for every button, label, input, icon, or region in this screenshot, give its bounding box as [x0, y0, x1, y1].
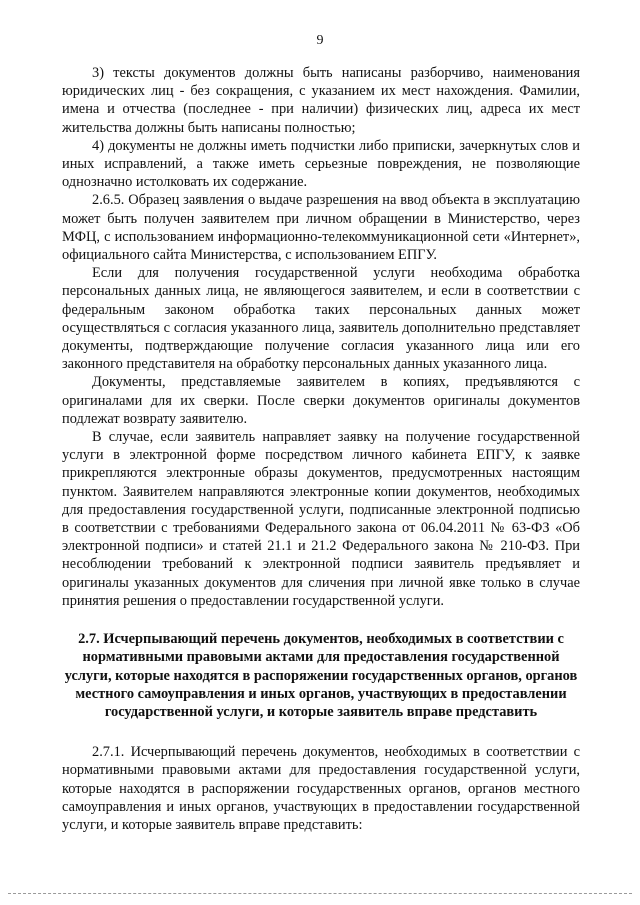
paragraph-personal-data-consent: Если для получения государственной услуги необходима обработка персональных данных лица, не являющегося заявителем, и если в соответствии с федеральным законом обработка таких персональных данных может осуществляться с согласия указанного лица, заявитель дополнительно представляет документы, подтверждающие получение согласия указанного лица или его законного представителя на обработку персональных данных указанного лица. — [62, 265, 580, 373]
paragraph-2-6-5-sample-application: 2.6.5. Образец заявления о выдаче разрешения на ввод объекта в эксплуатацию может быть получен заявителем при личном обращении в Министерство, через МФЦ, с использованием информационно-телекоммуникационной сети «Интернет», официального сайта Министерства, с использованием ЕПГУ. — [62, 192, 580, 264]
bottom-divider — [8, 893, 632, 894]
paragraph-item-3-legibility: 3) тексты документов должны быть написаны разборчиво, наименования юридических лиц - без сокращения, с указанием их мест нахождения. Фамилии, имена и отчества (последнее - при наличии) физических лиц, адреса их мест жительства должны быть написаны полностью; — [62, 65, 580, 136]
paragraph-2-7-1-document-list: 2.7.1. Исчерпывающий перечень документов, необходимых в соответствии с нормативными правовыми актами для предоставления государственной услуги, которые находятся в распоряжении государственных органов, органов местного самоуправления и иных органов, участвующих в предоставлении государственной услуги, и которые заявитель вправе представить: — [62, 744, 580, 833]
paragraph-copies-verification: Документы, представляемые заявителем в копиях, предъявляются с оригиналами для их сверки. После сверки документов оригиналы документов подлежат возврату заявителю. — [62, 374, 580, 427]
section-heading-2-7: 2.7. Исчерпывающий перечень документов, необходимых в соответствии с нормативными правовыми актами для предоставления государственной услуги, которые находятся в распоряжении государственных органов, органов местного самоуправления и иных органов, участвующих в предоставлении государственной услуги, и которые заявитель вправе представить — [64, 631, 578, 720]
page-number: 9 — [316, 33, 324, 48]
document-body — [62, 64, 580, 834]
paragraph-item-4-no-corrections: 4) документы не должны иметь подчистки либо приписки, зачеркнутых слов и иных исправлений, а также иметь серьезные повреждения, не позволяющие однозначно истолковать их содержание. — [62, 137, 580, 191]
paragraph-electronic-submission: В случае, если заявитель направляет заявку на получение государственной услуги в электронной форме посредством личного кабинета ЕПГУ, к заявке прикрепляются электронные образы документов, предусмотренных настоящим пунктом. Заявителем направляются электронные копии документов, необходимых для предоставления государственной услуги, подписанные электронной подписью в соответствии с требованиями Федерального закона от 06.04.2011 № 63-ФЗ «Об электронной подписи» и статей 21.1 и 21.2 Федерального закона № 210-ФЗ. При несоблюдении требований к электронной подписи заявитель предъявляет и оригиналы указанных документов для сличения при личной явке только в случае принятия решения о предоставлении государственной услуги. — [62, 429, 580, 609]
